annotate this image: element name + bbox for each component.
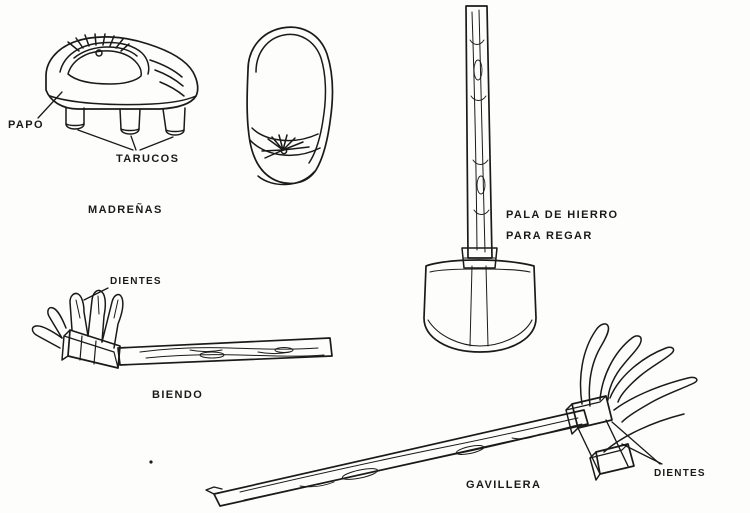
biendo-tool <box>32 288 332 368</box>
caption-gavillera: GAVILLERA <box>466 479 542 491</box>
madrena-top-view <box>247 27 332 184</box>
pala-de-hierro <box>424 6 536 352</box>
caption-biendo: BIENDO <box>152 389 204 401</box>
caption-pala <box>506 205 619 247</box>
label-dientes-gavillera: DIENTES <box>654 468 706 479</box>
caption-madrenas: MADREÑAS <box>88 204 163 216</box>
gavillera-tool <box>206 324 697 506</box>
caption-pala-line1: PALA DE HIERRO <box>506 209 619 221</box>
label-papo: PAPO <box>8 119 44 131</box>
madrena-side-view <box>38 34 198 150</box>
label-dientes-biendo: DIENTES <box>110 276 162 287</box>
label-tarucos: TARUCOS <box>116 153 180 165</box>
caption-pala-line2: PARA REGAR <box>506 229 593 242</box>
